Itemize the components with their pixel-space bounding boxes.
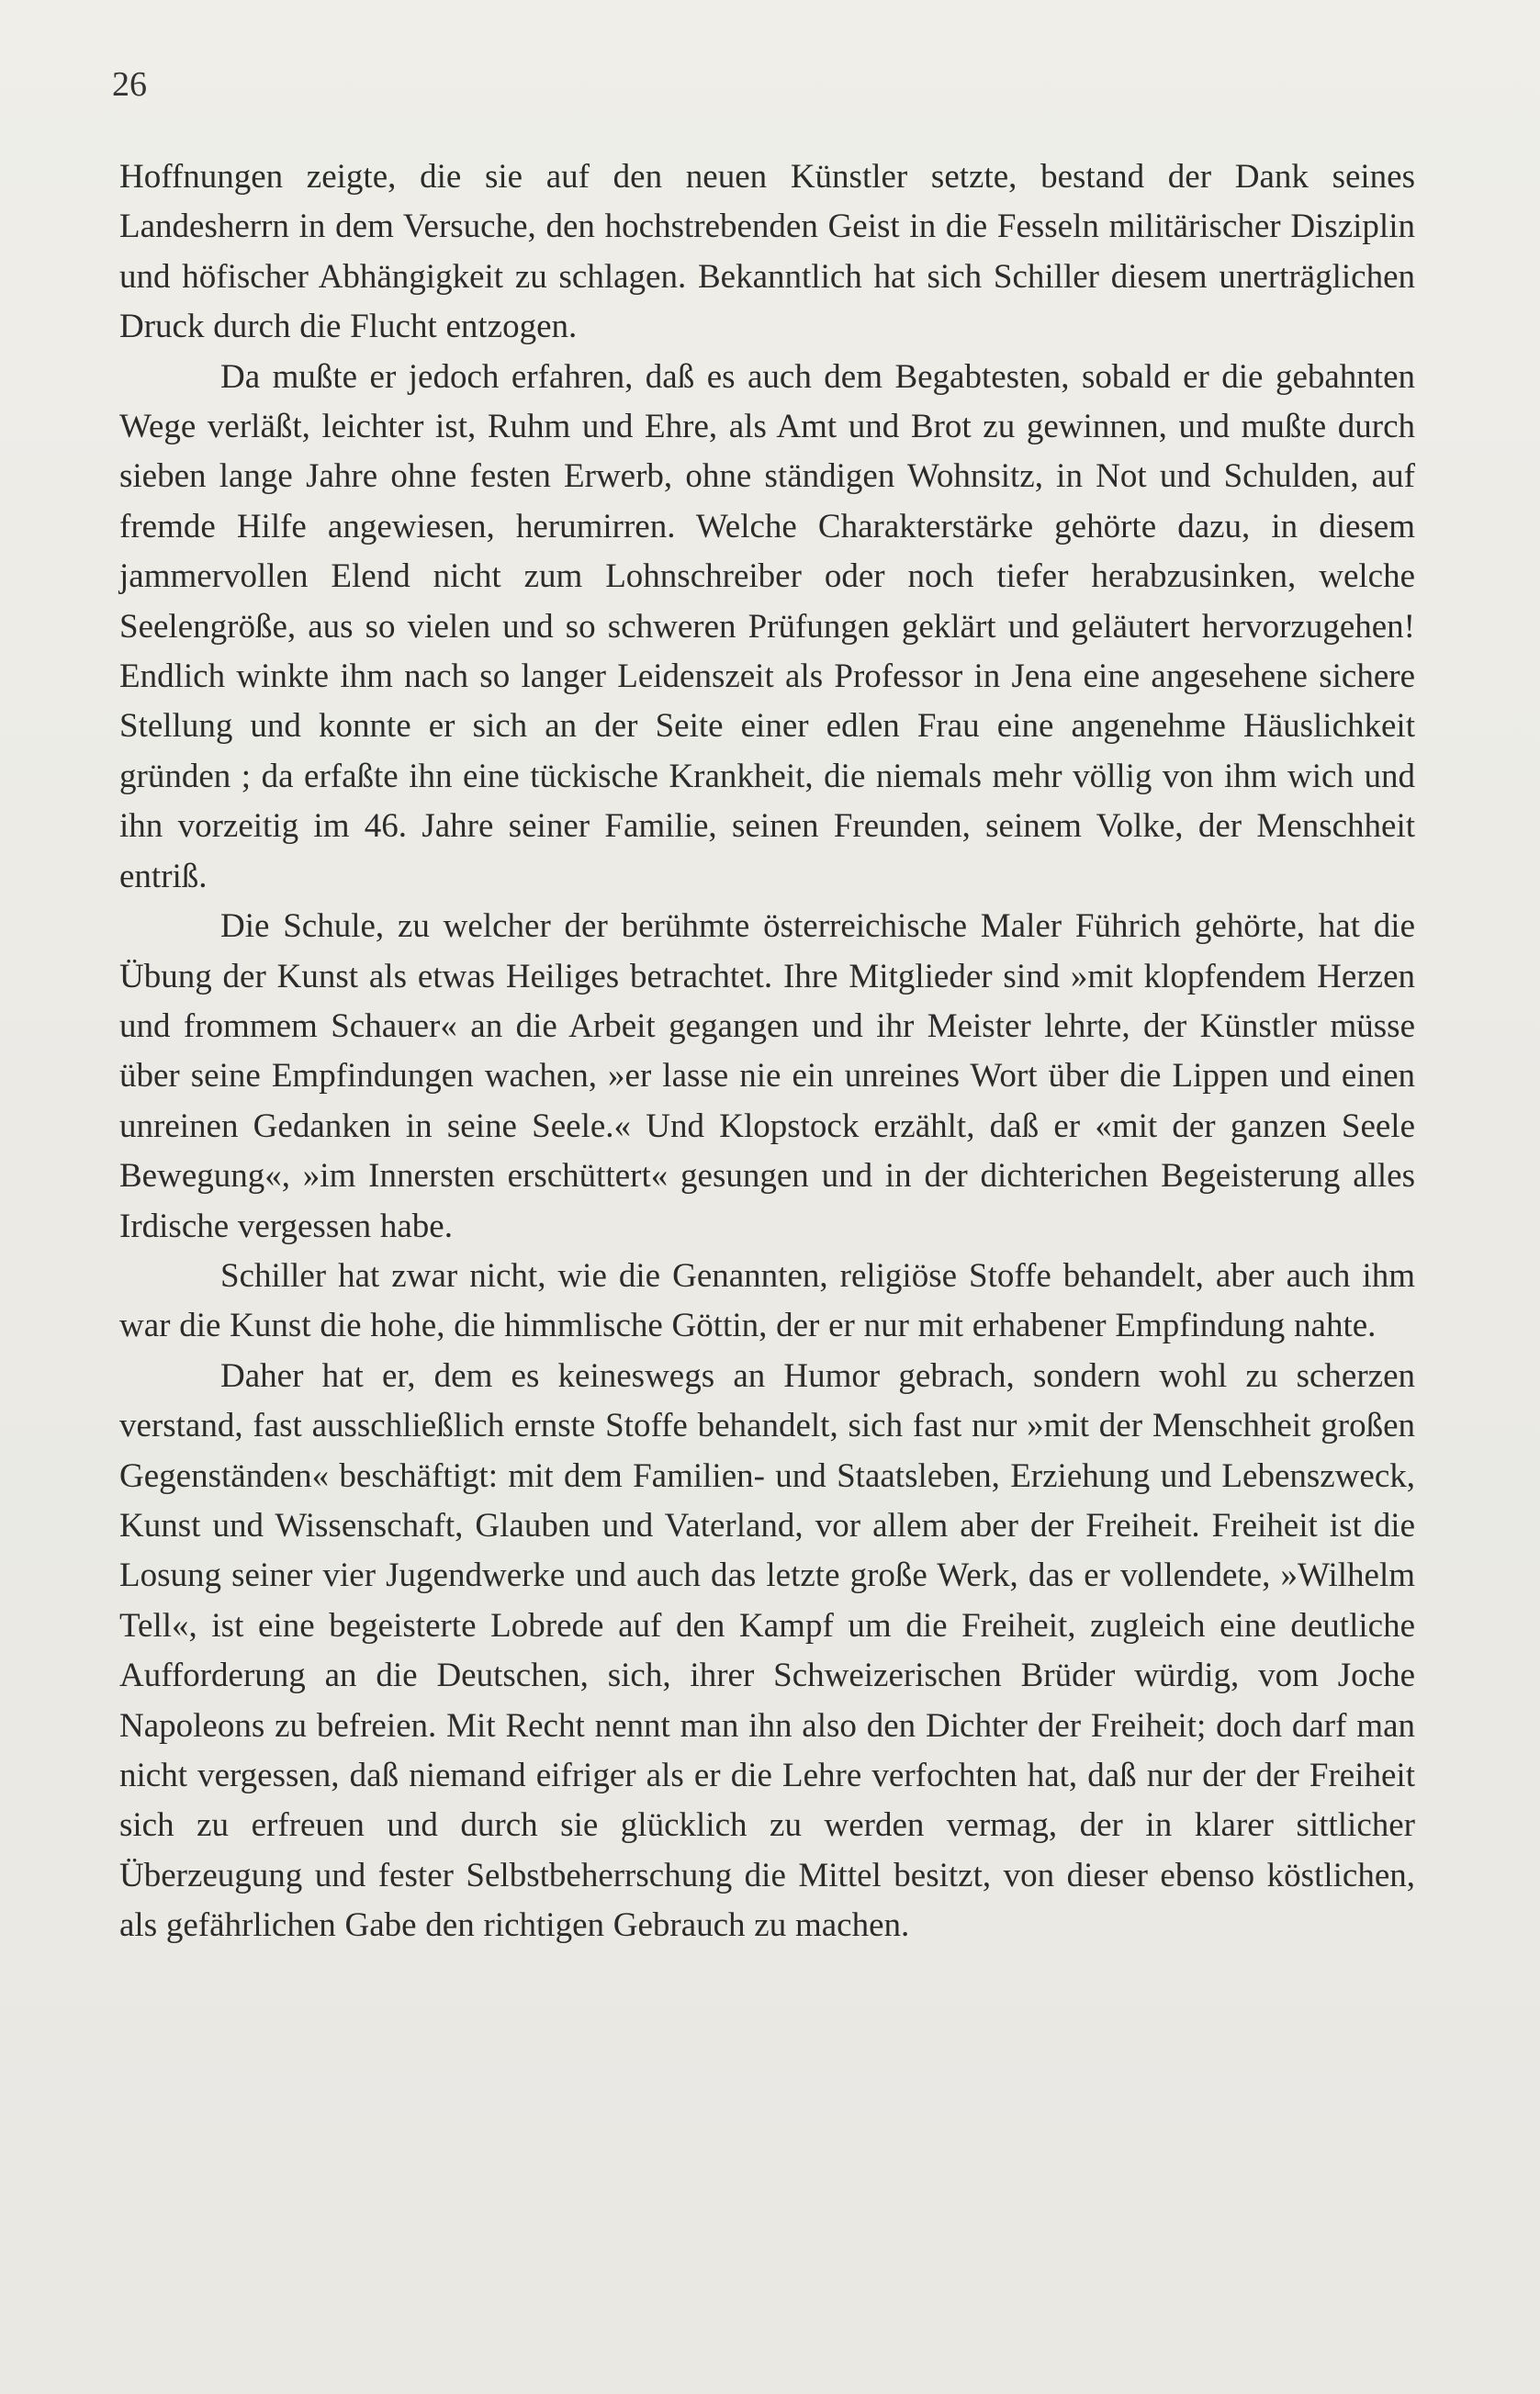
paragraph-4: Schiller hat zwar nicht, wie die Genannten, religiöse Stoffe behandelt, aber auch ihm war die Kunst die hohe, die himmlische Göttin, der er nur mit erhabener Empfindung nahte. (119, 1256, 1415, 1345)
paragraph-5: Daher hat er, dem es keineswegs an Humor gebrach, sondern wohl zu scherzen verstand, fast ausschließlich ernste Stoffe behandelt, sich fast nur »mit der Menschheit großen Gegenständen« beschäftigt: mit dem Familien- und Staatsleben, Erziehung und Lebenszweck, Kunst und Wissenschaft, Glauben und Vaterland, vor allem aber der Freiheit. Freiheit ist die Losung seiner vier Jugendwerke und auch das letzte große Werk, das er vollendete, »Wilhelm Tell«, ist eine begeisterte Lobrede auf den Kampf um die Freiheit, zugleich eine deutliche Aufforderung an die Deutschen, sich, ihrer Schweizerischen Brüder würdig, vom Joche Napoleons zu befreien. Mit Recht nennt man ihn also den Dichter der Freiheit; doch darf man nicht vergessen, daß niemand eifriger als er die Lehre verfochten hat, daß nur der der Freiheit sich zu erfreuen und durch sie glücklich zu werden vermag, der in klarer sittlicher Überzeugung und fester Selbstbeherrschung die Mittel besitzt, von dieser ebenso köstlichen, als gefährlichen Gabe den richtigen Gebrauch zu machen. (119, 1356, 1415, 1945)
paragraph-1: Hoffnungen zeigte, die sie auf den neuen Künstler setzte, bestand der Dank seines Landesherrn in dem Versuche, den hochstrebenden Geist in die Fesseln militärischer Disziplin und höfischer Abhängigkeit zu schlagen. Bekanntlich hat sich Schiller diesem unerträglichen Druck durch die Flucht entzogen. (119, 158, 1415, 346)
page-number: 26 (112, 65, 147, 104)
paragraph-2: Da mußte er jedoch erfahren, daß es auch dem Begabtesten, sobald er die gebahnten Wege verläßt, leichter ist, Ruhm und Ehre, als Amt und Brot zu gewinnen, und mußte durch sieben lange Jahre ohne festen Erwerb, ohne ständigen Wohnsitz, in Not und Schulden, auf fremde Hilfe angewiesen, herumirren. Welche Charakterstärke gehörte dazu, in diesem jammervollen Elend nicht zum Lohnschreiber oder noch tiefer herabzusinken, welche Seelengröße, aus so vielen und so schweren Prüfungen geklärt und geläutert hervorzugehen! Endlich winkte ihm nach so langer Leidenszeit als Professor in Jena eine angesehene sichere Stellung und konnte er sich an der Seite einer edlen Frau eine angenehme Häuslichkeit gründen ; da erfaßte ihn eine tückische Krankheit, die niemals mehr völlig von ihm wich und ihn vorzeitig im 46. Jahre seiner Familie, seinen Freunden, seinem Volke, der Menschheit entriß. (119, 357, 1415, 895)
paragraph-3: Die Schule, zu welcher der berühmte österreichische Maler Führich gehörte, hat die Übung der Kunst als etwas Heiliges betrachtet. Ihre Mitglieder sind »mit klopfendem Herzen und frommem Schauer« an die Arbeit gegangen und ihr Meister lehrte, der Künstler müsse über seine Empfindungen wachen, »er lasse nie ein unreines Wort über die Lippen und einen unreinen Gedanken in seine Seele.« Und Klopstock erzählt, daß er «mit der ganzen Seele Bewegung«, »im Innersten erschüttert« gesungen und in der dichterichen Begeisterung alles Irdische vergessen habe. (119, 907, 1415, 1245)
page-text-body (119, 152, 1415, 1951)
